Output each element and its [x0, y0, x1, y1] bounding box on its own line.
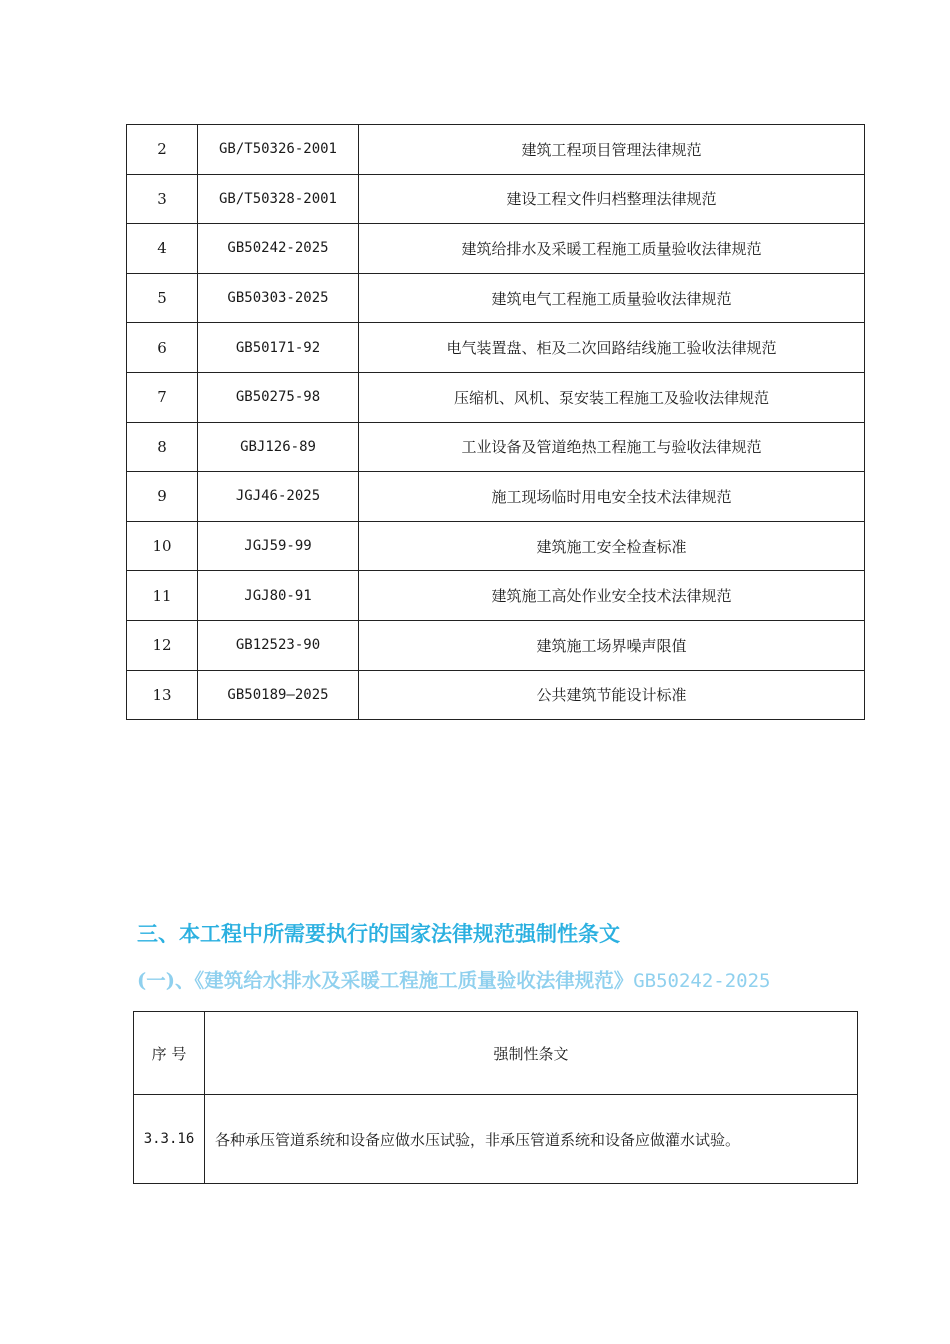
standard-code: JGJ46-2025: [198, 472, 359, 522]
clause-no: 3.3.16: [134, 1095, 205, 1184]
clause-table-header: [134, 1012, 858, 1095]
standard-code: GB50171-92: [198, 323, 359, 373]
standard-name: 工业设备及管道绝热工程施工与验收法律规范: [359, 422, 865, 472]
standard-code: JGJ80-91: [198, 571, 359, 621]
standard-name: 建筑电气工程施工质量验收法律规范: [359, 273, 865, 323]
row-number: 13: [127, 670, 198, 720]
row-number: 12: [127, 620, 198, 670]
header-no: 序 号: [134, 1012, 205, 1095]
standard-name: 建筑给排水及采暖工程施工质量验收法律规范: [359, 224, 865, 274]
standard-code: GB/T50326-2001: [198, 125, 359, 175]
row-number: 5: [127, 273, 198, 323]
subsection-title: (一)、《建筑给水排水及采暖工程施工质量验收法律规范》: [137, 969, 634, 992]
standards-table-body: [127, 125, 865, 720]
mandatory-clause-table: [133, 1011, 858, 1184]
standard-code: GBJ126-89: [198, 422, 359, 472]
standard-code: GB50242-2025: [198, 224, 359, 274]
table-row: [127, 224, 865, 274]
table-row: [127, 670, 865, 720]
table-row: [127, 521, 865, 571]
row-number: 10: [127, 521, 198, 571]
standard-code: GB50189—2025: [198, 670, 359, 720]
standard-name: 公共建筑节能设计标准: [359, 670, 865, 720]
table-row: [127, 571, 865, 621]
table-row: [127, 422, 865, 472]
standard-name: 施工现场临时用电安全技术法律规范: [359, 472, 865, 522]
standard-code: GB12523-90: [198, 620, 359, 670]
clause-text: 各种承压管道系统和设备应做水压试验，非承压管道系统和设备应做灌水试验。: [205, 1095, 858, 1184]
table-row: [127, 273, 865, 323]
standard-code: GB50275-98: [198, 372, 359, 422]
table-row: [127, 323, 865, 373]
row-number: 11: [127, 571, 198, 621]
standard-code: JGJ59-99: [198, 521, 359, 571]
row-number: 9: [127, 472, 198, 522]
table-row: [134, 1095, 858, 1184]
table-row: [127, 372, 865, 422]
table-row: [127, 620, 865, 670]
subsection-heading: [137, 965, 770, 993]
subsection-code: GB50242-2025: [633, 970, 771, 992]
row-number: 6: [127, 323, 198, 373]
row-number: 8: [127, 422, 198, 472]
standard-name: 建设工程文件归档整理法律规范: [359, 174, 865, 224]
section-heading: 三、本工程中所需要执行的国家法律规范强制性条文: [137, 922, 620, 946]
header-text: 强制性条文: [205, 1012, 858, 1095]
row-number: 3: [127, 174, 198, 224]
table-row: [127, 472, 865, 522]
standards-table: [126, 124, 865, 720]
standard-name: 建筑施工场界噪声限值: [359, 620, 865, 670]
table-row: [127, 125, 865, 175]
standard-name: 建筑施工高处作业安全技术法律规范: [359, 571, 865, 621]
row-number: 4: [127, 224, 198, 274]
standard-name: 电气装置盘、柜及二次回路结线施工验收法律规范: [359, 323, 865, 373]
standard-name: 建筑施工安全检查标准: [359, 521, 865, 571]
table-row: [127, 174, 865, 224]
row-number: 7: [127, 372, 198, 422]
standard-name: 建筑工程项目管理法律规范: [359, 125, 865, 175]
standard-code: GB/T50328-2001: [198, 174, 359, 224]
row-number: 2: [127, 125, 198, 175]
standard-code: GB50303-2025: [198, 273, 359, 323]
standard-name: 压缩机、风机、泵安装工程施工及验收法律规范: [359, 372, 865, 422]
